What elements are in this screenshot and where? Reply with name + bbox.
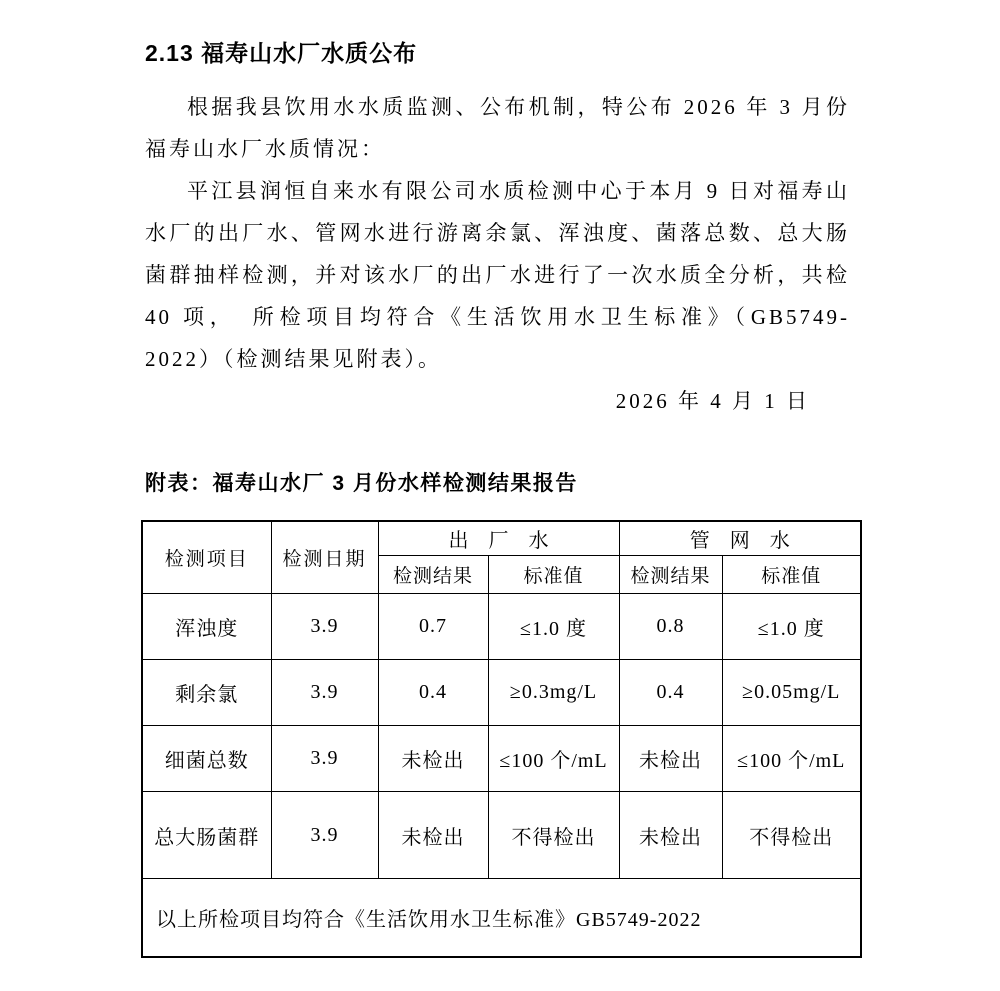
table-row-bacteria-count [142, 726, 861, 792]
header-factory-result: 检测结果 [378, 556, 488, 594]
network-standard-cell: ≥0.05mg/L [722, 660, 861, 726]
table-row-residual-chlorine [142, 660, 861, 726]
test-date-cell: 3.9 [271, 726, 378, 792]
header-factory-standard: 标准值 [488, 556, 619, 594]
test-item-cell: 总大肠菌群 [142, 792, 271, 879]
factory-standard-cell: ≤1.0 度 [488, 594, 619, 660]
table-row-turbidity [142, 594, 861, 660]
body-paragraph: 平江县润恒自来水有限公司水质检测中心于本月 9 日对福寿山水厂的出厂水、管网水进行游离余氯、浑浊度、菌落总数、总大肠菌群抽样检测，并对该水厂的出厂水进行了一次水质全分析，共检 40 项， 所检项目均符合《生活饮用水卫生标准》（GB5749-2022）（检测结果见附表）。 [145, 179, 850, 371]
header-test-item: 检测项目 [142, 521, 271, 594]
test-item-cell: 浑浊度 [142, 594, 271, 660]
test-date-cell: 3.9 [271, 594, 378, 660]
network-result-cell: 0.4 [619, 660, 722, 726]
intro-paragraph: 根据我县饮用水水质监测、公布机制，特公布 2026 年 3 月份福寿山水厂水质情况： [145, 95, 850, 161]
table-footer-row [142, 879, 861, 957]
factory-standard-cell: 不得检出 [488, 792, 619, 879]
network-result-cell: 未检出 [619, 726, 722, 792]
header-network-water-group: 管 网 水 [619, 521, 861, 556]
network-result-cell: 0.8 [619, 594, 722, 660]
factory-result-cell: 未检出 [378, 726, 488, 792]
section-heading: 2.13 福寿山水厂水质公布 [145, 40, 418, 66]
network-standard-cell: ≤100 个/mL [722, 726, 861, 792]
header-network-standard: 标准值 [722, 556, 861, 594]
factory-standard-cell: ≥0.3mg/L [488, 660, 619, 726]
test-date-cell: 3.9 [271, 792, 378, 879]
table-title: 附表：福寿山水厂 3 月份水样检测结果报告 [145, 472, 578, 495]
publish-date: 2026 年 4 月 1 日 [615, 389, 810, 413]
network-standard-cell: 不得检出 [722, 792, 861, 879]
network-standard-cell: ≤1.0 度 [722, 594, 861, 660]
test-item-cell: 细菌总数 [142, 726, 271, 792]
header-factory-water-group: 出 厂 水 [378, 521, 619, 556]
table-row-total-coliform [142, 792, 861, 879]
factory-result-cell: 未检出 [378, 792, 488, 879]
header-network-result: 检测结果 [619, 556, 722, 594]
test-item-cell: 剩余氯 [142, 660, 271, 726]
header-test-date: 检测日期 [271, 521, 378, 594]
water-quality-table [141, 520, 862, 958]
test-date-cell: 3.9 [271, 660, 378, 726]
factory-result-cell: 0.4 [378, 660, 488, 726]
compliance-note: 以上所检项目均符合《生活饮用水卫生标准》GB5749-2022 [142, 879, 861, 957]
factory-result-cell: 0.7 [378, 594, 488, 660]
table-header-row-groups [142, 521, 861, 556]
network-result-cell: 未检出 [619, 792, 722, 879]
factory-standard-cell: ≤100 个/mL [488, 726, 619, 792]
